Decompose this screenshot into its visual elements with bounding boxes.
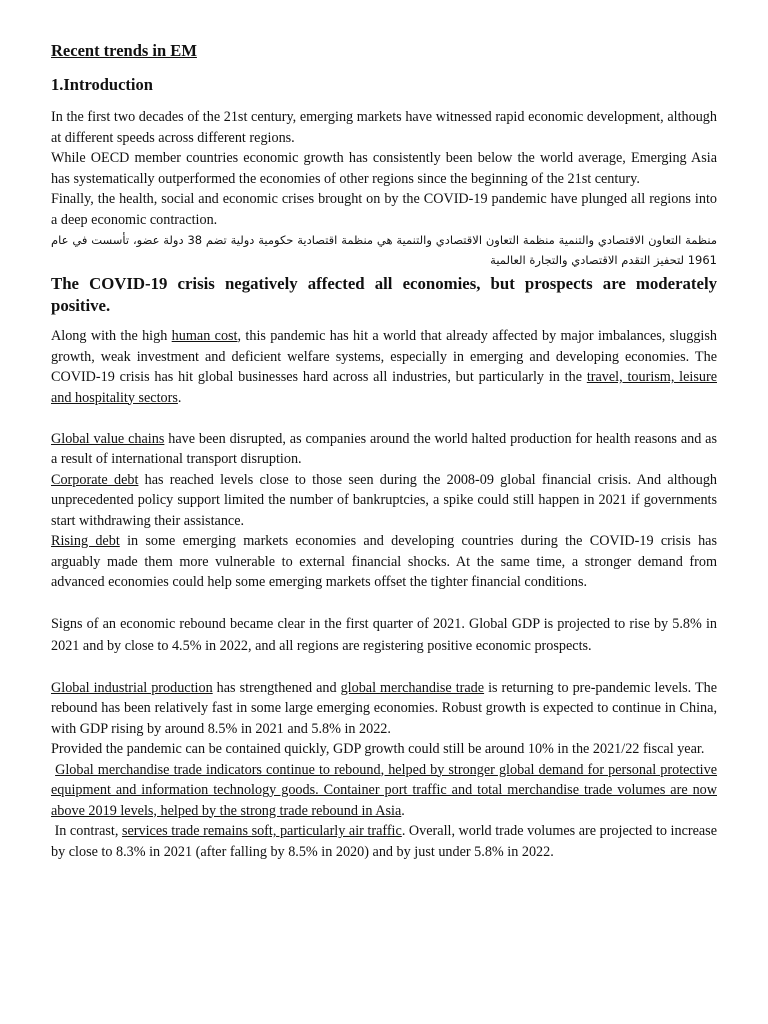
- merchandise-trade-paragraph: [51, 760, 717, 822]
- text-run: , this pandemic has hit a world that already affected by major imbalances, sluggish growth, weak investment and deficient welfare systems, especially in emerging and developing economies. The COVID-19 crisis has hit global businesses hard across all industries, but particularly in the: [51, 328, 717, 385]
- intro-paragraph-1: In the first two decades of the 21st century, emerging markets have witnessed rapid economic development, although at different speeds across different regions.: [51, 109, 717, 146]
- underlined-text: services trade remains soft, particularly air traffic: [121, 823, 402, 839]
- underlined-text: human cost: [171, 328, 238, 344]
- document-page: [51, 40, 717, 862]
- text-run: .: [401, 802, 405, 819]
- covid-section: [51, 326, 717, 862]
- pandemic-contained-paragraph: Provided the pandemic can be contained quickly, GDP growth could still be around 10% in the 2021/22 fiscal year.: [51, 741, 705, 757]
- text-run: has reached levels close to those seen during the 2008-09 global financial crisis. And although unprecedented policy support limited the number of bankruptcies, a spike could still happen in 2021 if governments start withdrawing their assistance.: [51, 471, 718, 529]
- intro-paragraph-2: While OECD member countries economic growth has consistently been below the world average, Emerging Asia has systematically outperformed the economies of other regions since the beginning of the 21st century.: [51, 150, 717, 187]
- introduction-section: [51, 107, 717, 270]
- text-run: Along with the high: [51, 328, 172, 344]
- underlined-text: Global industrial production: [51, 679, 213, 696]
- underlined-text: Corporate debt: [51, 471, 139, 488]
- intro-paragraph-3: Finally, the health, social and economic crises brought on by the COVID-19 pandemic have plunged all regions into a deep economic contraction.: [51, 191, 717, 228]
- underlined-text: travel, tourism, leisure and hospitality sectors: [51, 369, 717, 406]
- text-run: . Overall, world trade volumes are projected to increase by close to 8.3% in 2021 (after falling by 8.5% in 2020) and by just under 5.8% in 2022.: [51, 823, 718, 860]
- underlined-text: global merchandise trade: [340, 679, 485, 696]
- services-trade-paragraph: [51, 821, 717, 862]
- rebound-signs-paragraph: Signs of an economic rebound became clear in the first quarter of 2021. Global GDP is projected to rise by 5.8% in 2021 and by close to 4.5% in 2022, and all regions are registering positive economic prospects.: [51, 616, 717, 654]
- underlined-text: Global merchandise trade indicators continue to rebound, helped by stronger global demand for personal protective equipment and information technology goods. Container port traffic and total merchandise trade volumes are now above 2019 levels, helped by the strong trade rebound in Asia: [51, 761, 718, 819]
- text-run: In contrast,: [54, 823, 122, 839]
- industrial-production-paragraph: [51, 678, 717, 740]
- text-run: has strengthened and: [212, 679, 341, 696]
- text-run: in some emerging markets economies and developing countries during the COVID-19 crisis has arguably made them more vulnerable to external financial shocks. At the same time, a stronger demand from advanced economies could help some emerging markets offset the tighter financial conditions.: [51, 533, 717, 590]
- text-run: have been disrupted, as companies around the world halted production for health reasons and as a result of international transport disruption.: [51, 430, 718, 467]
- text-run: is returning to pre-pandemic levels. The rebound has been relatively fast in some large emerging economies. Robust growth is expected to continue in China, with GDP rising by around 8.5% in 2021 and 5.8% in 2022.: [51, 679, 717, 737]
- covid-heading: The COVID-19 crisis negatively affected all economies, but prospects are moderately positive.: [51, 274, 717, 315]
- corporate-debt-paragraph: [51, 470, 717, 532]
- value-chains-paragraph: [51, 429, 717, 470]
- human-cost-paragraph: [51, 326, 717, 408]
- arabic-footnote: منظمة التعاون الاقتصادي والتنمية منظمة التعاون الاقتصادي والتنمية هي منظمة اقتصادية حكومية دولية تضم 38 دولة عضو، تأسست في عام 1961 لتحفيز التقدم الاقتصادي والتجارة العالمية: [51, 233, 717, 267]
- introduction-heading: 1.Introduction: [51, 75, 153, 94]
- underlined-text: Global value chains: [51, 430, 165, 447]
- document-title: Recent trends in EM: [51, 41, 197, 60]
- underlined-text: Rising debt: [51, 533, 120, 549]
- text-run: .: [177, 389, 182, 406]
- rising-debt-paragraph: [51, 531, 717, 593]
